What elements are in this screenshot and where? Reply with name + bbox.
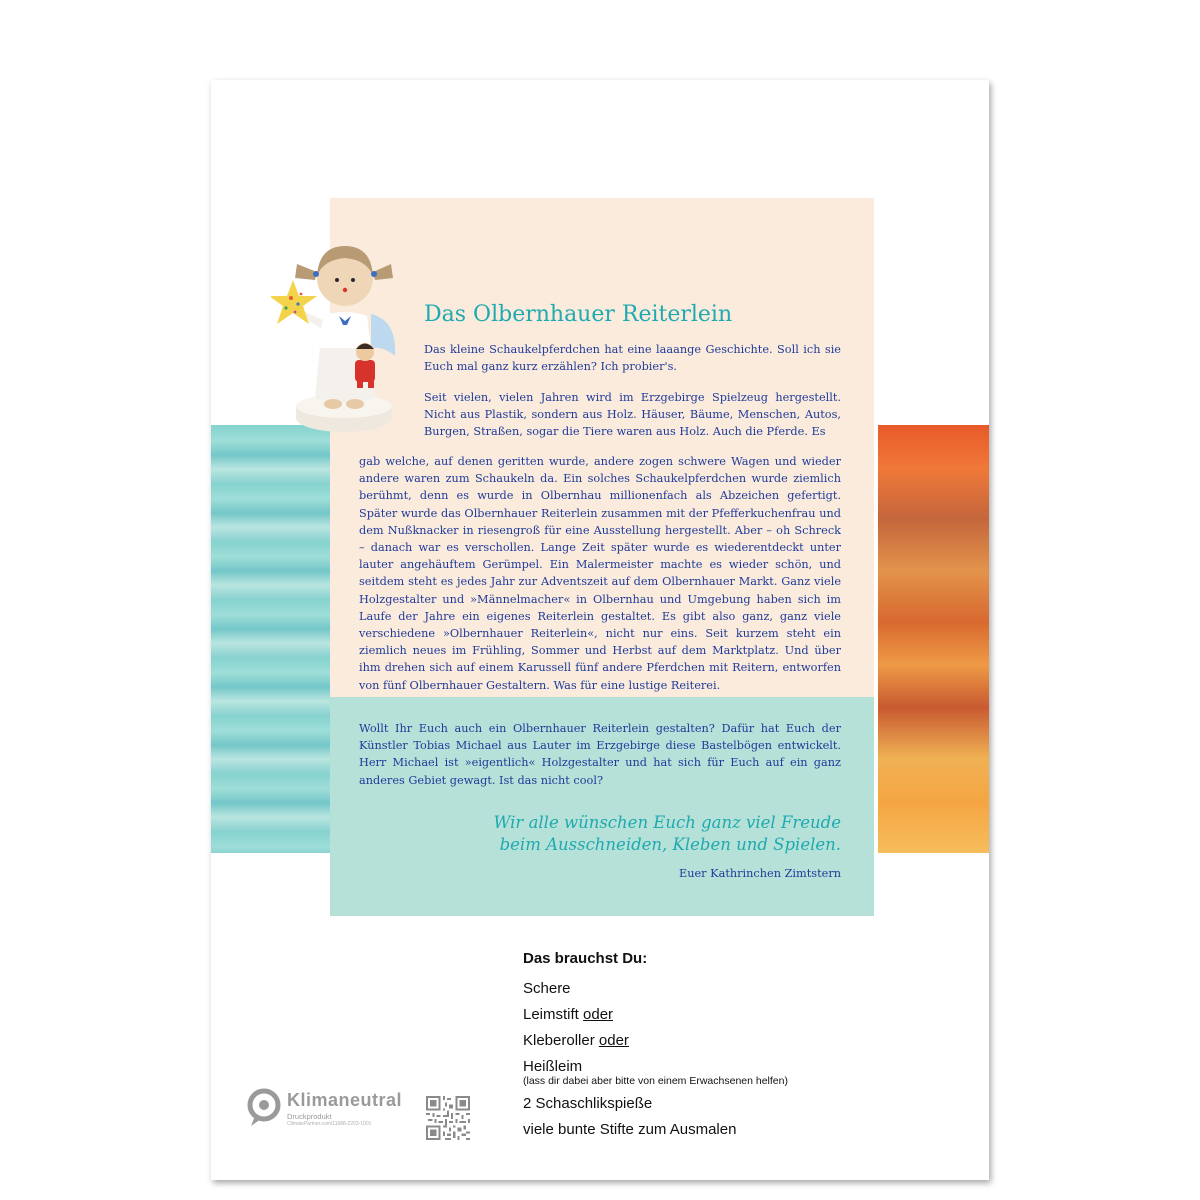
slogan-line-1: Wir alle wünschen Euch ganz viel Freude: [493, 813, 841, 832]
materials-item-label: Schere: [523, 980, 571, 997]
materials-item: [523, 1095, 788, 1113]
watercolor-band-left: [211, 425, 333, 853]
signature: Euer Kathrinchen Zimtstern: [678, 867, 841, 880]
hotglue-note: (lass dir dabei aber bitte von einem Erwachsenen helfen): [523, 1075, 788, 1087]
materials-heading: Das brauchst Du:: [523, 950, 648, 967]
story-title: Das Olbernhauer Reiterlein: [424, 302, 733, 327]
watercolor-band-right: [878, 425, 989, 853]
or-word: oder: [583, 1006, 614, 1023]
klimaneutral-logo-icon: [247, 1088, 283, 1128]
document-page: [211, 80, 989, 1180]
intro-paragraph: Wollt Ihr Euch auch ein Olbernhauer Reiterlein gestalten? Dafür hat Euch der Künstler Tobias Michael aus Lauter im Erzgebirge diese Bastelbögen entwickelt. Herr Michael ist »eigentlich« Holzgestalter und hat sich für Euch auf ein ganz anderes Gebiet gewagt. Ist das nicht cool?: [359, 722, 841, 787]
materials-item-label: Leimstift: [523, 1006, 579, 1023]
materials-list: [523, 950, 788, 1147]
materials-item-label: Heißleim: [523, 1058, 583, 1075]
materials-item-label: Kleberoller: [523, 1032, 595, 1049]
materials-item: [523, 1006, 788, 1024]
materials-item-label: viele bunte Stifte zum Ausmalen: [523, 1121, 737, 1138]
story-paragraph-history-continued: gab welche, auf denen geritten wurde, andere zogen schwere Wagen und wieder andere waren zum Schaukeln da. Ein solches Schaukelpferdchen wurde ziemlich berühmt, denn es wurde in Olbernhau millionenfach als Abzeichen gefertigt. Später wurde das Olbernhauer Reiterlein zusammen mit der Pfefferkuchenfrau und dem Nußknacker in riesengroß für eine Ausstellung hergestellt. Aber – oh Schreck – danach war es verschollen. Lange Zeit später wurde es wiederentdeckt unter lauter angehäuftem Gerümpel. Ein Malermeister machte es wieder schön, und seitdem steht es jedes Jahr zur Adventszeit auf dem Olbernhauer Markt. Ganz viele Holzgestalter und »Männelmacher« in Olbernhau und Umgebung haben sich im Laufe der Jahre ein eigenes Reiterlein gestaltet. Es gibt also ganz, ganz viele verschiedene »Olbernhauer Reiterlein«, nicht nur eins. Seit kurzem steht ein ziemlich neues im Frühling, Sommer und Herbst auf dem Marktplatz. Und über ihm drehen sich auf einem Karussell fünf andere Pferdchen mit Reitern, entworfen von fünf Olbernhauer Gestaltern. Was für eine lustige Reiterei.: [359, 455, 841, 692]
materials-item: [523, 1058, 788, 1087]
klimaneutral-name: Klimaneutral: [287, 1090, 403, 1110]
materials-item-label: 2 Schaschlikspieße: [523, 1095, 653, 1112]
or-word: oder: [598, 1032, 629, 1049]
qr-code-icon: [426, 1096, 470, 1140]
materials-item: [523, 980, 788, 998]
story-paragraph-intro: Das kleine Schaukelpferdchen hat eine laaange Geschichte. Soll ich sie Euch mal ganz kurz erzählen? Ich probier's.: [424, 343, 841, 374]
klimaneutral-subtitle: Druckprodukt: [287, 1112, 332, 1121]
story-paragraph-history: Seit vielen, vielen Jahren wird im Erzgebirge Spielzeug hergestellt. Nicht aus Plastik, sondern aus Holz. Häuser, Bäume, Menschen, Autos, Burgen, Straßen, sogar die Tiere waren aus Holz. Auch die Pferde. Es: [424, 391, 841, 439]
materials-item: [523, 1121, 788, 1139]
klimaneutral-id: ClimatePartner.com/11688-2203-1001: [287, 1121, 372, 1127]
slogan-line-2: beim Ausschneiden, Kleben und Spielen.: [499, 835, 841, 854]
angel-figurine-image: [271, 228, 411, 438]
slogan: [461, 812, 841, 856]
materials-item: [523, 1032, 788, 1050]
klimaneutral-badge: [247, 1088, 427, 1130]
